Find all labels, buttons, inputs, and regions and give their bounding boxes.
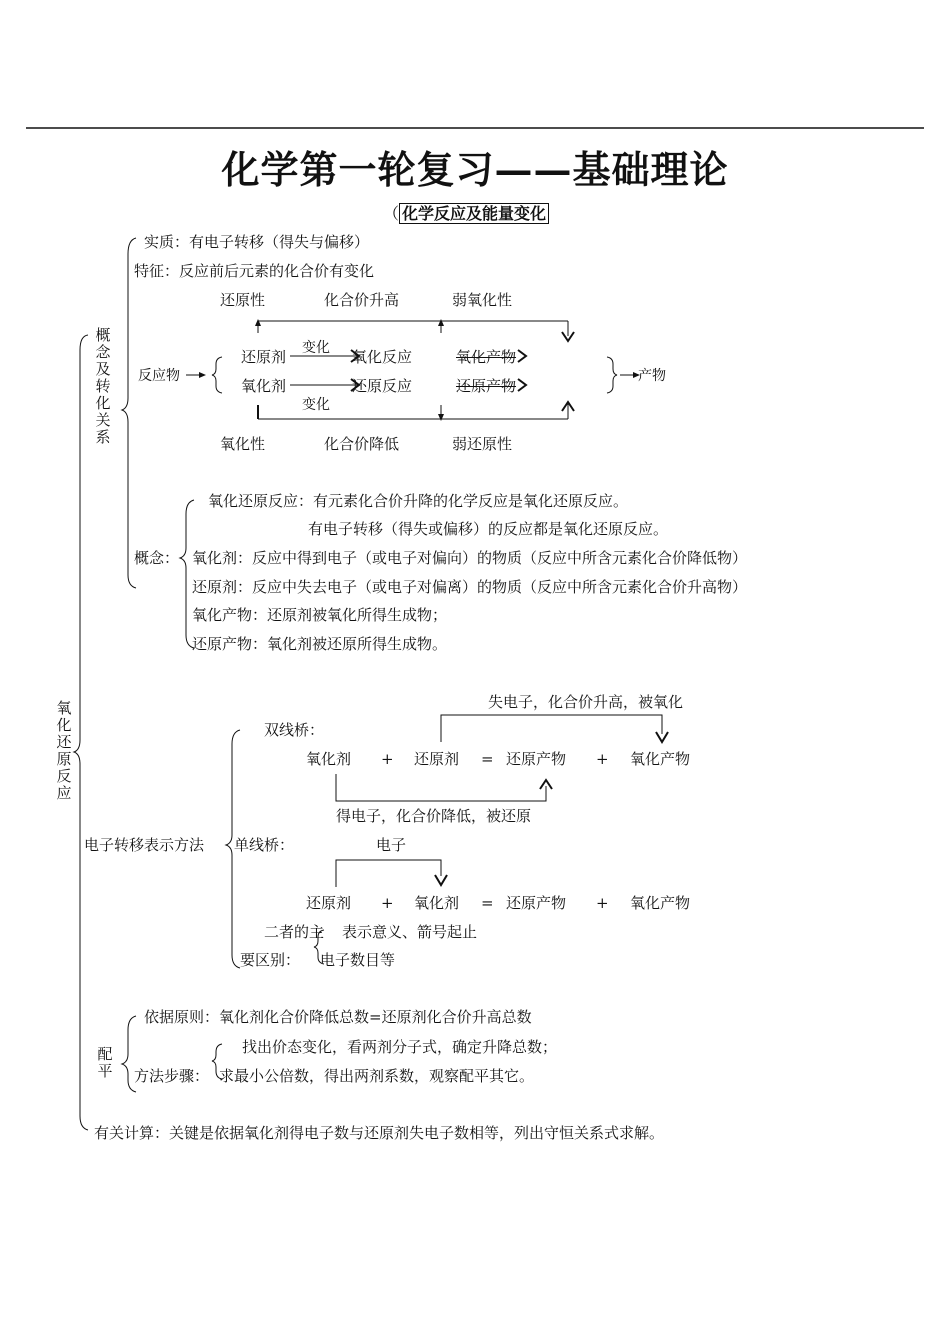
single-bridge-label: 单线桥： bbox=[234, 836, 295, 854]
single-eq-1: 还原剂 bbox=[306, 894, 352, 912]
double-bridge-bottom-note: 得电子，化合价降低，被还原 bbox=[336, 807, 532, 825]
reactant-label: 反应物 bbox=[138, 368, 180, 384]
single-eq-3: 氧化剂 bbox=[414, 894, 460, 912]
double-bridge-top bbox=[441, 715, 662, 742]
balance-section-label: 配平 bbox=[97, 1045, 113, 1080]
page-subtitle bbox=[383, 203, 549, 225]
difference-1: 表示意义、箭号起止 bbox=[342, 923, 478, 941]
double-eq-1: 氧化剂 bbox=[306, 750, 352, 768]
definitions-brace bbox=[180, 500, 194, 648]
transfer-section-label: 电子转移表示方法 bbox=[84, 836, 205, 854]
definition-4: 还原剂：反应中失去电子（或电子对偏离）的物质（反应中所含元素化合价升高物） bbox=[192, 578, 748, 596]
diagram-row2-1: 氧化剂 bbox=[241, 377, 287, 395]
root-brace bbox=[74, 335, 88, 1130]
single-eq-6: + bbox=[596, 894, 609, 912]
diagram-row2-2: 还原反应 bbox=[352, 377, 413, 395]
double-eq-3: 还原剂 bbox=[414, 750, 460, 768]
change-label-bottom: 变化 bbox=[302, 397, 330, 413]
single-eq-5: 还原产物 bbox=[506, 894, 567, 912]
double-eq-6: + bbox=[596, 750, 609, 768]
product-label: 产物 bbox=[638, 368, 666, 384]
concept-brace bbox=[122, 238, 136, 588]
difference-label-1: 二者的主 bbox=[264, 923, 325, 941]
calculation-text: 有关计算：关键是依据氧化剂得电子数与还原剂失电子数相等，列出守恒关系式求解。 bbox=[94, 1124, 665, 1142]
diagram-bottom-2: 化合价降低 bbox=[324, 435, 400, 453]
double-eq-5: 还原产物 bbox=[506, 750, 567, 768]
page-title: 化学第一轮复习——基础理论 bbox=[221, 147, 729, 192]
balance-principle: 依据原则：氧化剂化合价降低总数=还原剂化合价升高总数 bbox=[144, 1008, 532, 1026]
balance-step-1: 找出价态变化，看两剂分子式，确定升降总数； bbox=[242, 1038, 558, 1056]
definition-3: 氧化剂：反应中得到电子（或电子对偏向）的物质（反应中所含元素化合价降低物） bbox=[192, 549, 748, 567]
balance-step-2: 求最小公倍数，得出两剂系数，观察配平其它。 bbox=[219, 1067, 535, 1085]
definition-2: 有电子转移（得失或偏移）的反应都是氧化还原反应。 bbox=[308, 520, 669, 538]
concept-section-label: 概念及转化关系 bbox=[95, 326, 111, 446]
double-eq-4: = bbox=[481, 750, 494, 768]
definitions-label: 概念： bbox=[134, 549, 180, 567]
chevron-right-icon bbox=[518, 350, 526, 362]
double-bridge-top-note: 失电子，化合价升高，被氧化 bbox=[488, 693, 684, 711]
diagram-top-2: 化合价升高 bbox=[324, 291, 400, 309]
diagram-top-3: 弱氧化性 bbox=[452, 291, 513, 309]
definition-6: 还原产物：氧化剂被还原所得生成物。 bbox=[192, 635, 448, 653]
double-bridge-bottom bbox=[336, 774, 546, 801]
arrow-up-icon bbox=[438, 319, 444, 326]
change-label-top: 变化 bbox=[302, 340, 330, 356]
diagram-bottom-3: 弱还原性 bbox=[452, 435, 513, 453]
diagram-row1-3: 氧化产物 bbox=[456, 348, 517, 366]
double-bridge-label: 双线桥： bbox=[264, 721, 325, 739]
single-eq-4: = bbox=[481, 894, 494, 912]
difference-2: 电子数目等 bbox=[320, 951, 396, 969]
diagram-row1-2: 氧化反应 bbox=[352, 348, 413, 366]
difference-label-2: 要区别： bbox=[240, 951, 301, 969]
diagram-row2-3: 还原产物 bbox=[456, 377, 517, 395]
arrow-up-icon bbox=[255, 319, 261, 326]
diagram-row1-1: 还原剂 bbox=[241, 348, 287, 366]
subtitle-prefix: （ bbox=[383, 204, 400, 223]
single-bridge-top-note: 电子 bbox=[376, 836, 407, 854]
definition-1: 氧化还原反应：有元素化合价升降的化学反应是氧化还原反应。 bbox=[208, 492, 629, 510]
diagram-top-1: 还原性 bbox=[220, 291, 266, 309]
essence-text: 实质：有电子转移（得失与偏移） bbox=[144, 233, 370, 251]
arrow-right-icon bbox=[199, 372, 206, 378]
double-eq-2: + bbox=[381, 750, 394, 768]
definition-5: 氧化产物：还原剂被氧化所得生成物； bbox=[192, 606, 448, 624]
feature-text: 特征：反应前后元素的化合价有变化 bbox=[134, 262, 375, 280]
chevron-down-icon bbox=[435, 875, 447, 885]
subtitle-boxed: 化学反应及能量变化 bbox=[399, 203, 549, 224]
single-eq-7: 氧化产物 bbox=[630, 894, 691, 912]
chevron-right-icon bbox=[518, 379, 526, 391]
double-eq-7: 氧化产物 bbox=[630, 750, 691, 768]
root-label: 氧化还原反应 bbox=[56, 699, 72, 802]
single-bridge bbox=[336, 860, 441, 887]
single-eq-2: + bbox=[381, 894, 394, 912]
arrow-down-icon bbox=[438, 414, 444, 421]
product-brace bbox=[607, 357, 617, 393]
diagram-bottom-1: 氧化性 bbox=[220, 435, 266, 453]
reactant-brace bbox=[212, 357, 222, 393]
balance-steps-label: 方法步骤： bbox=[134, 1067, 210, 1085]
